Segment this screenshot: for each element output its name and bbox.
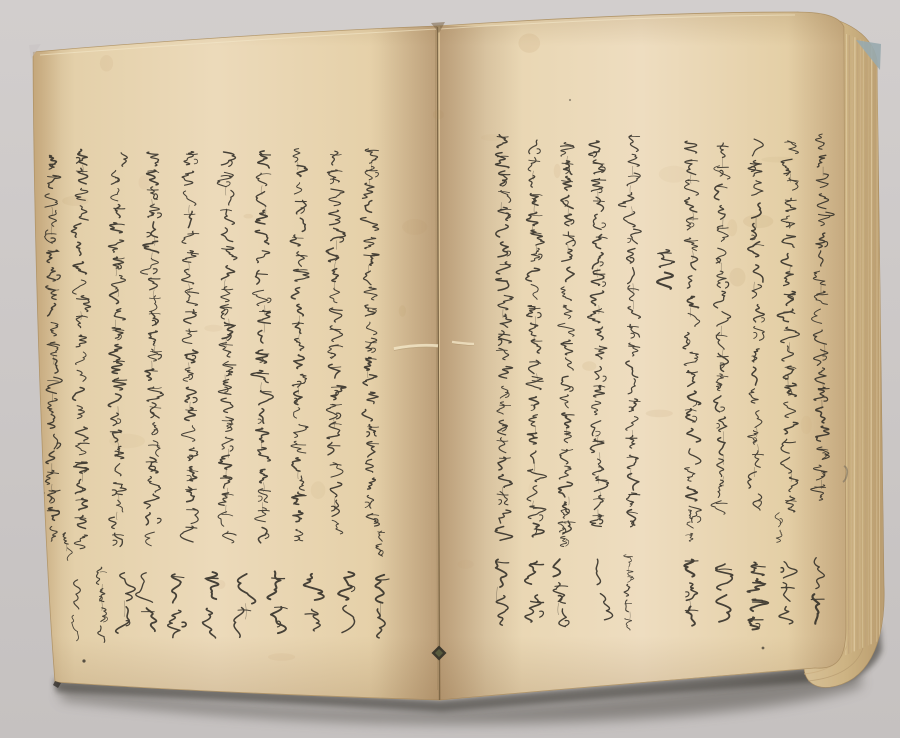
ink-dot bbox=[82, 659, 85, 662]
foxing-spot bbox=[458, 560, 474, 569]
ink-dot bbox=[569, 99, 571, 101]
foxing-spot bbox=[399, 305, 406, 316]
gutter-shade-right bbox=[440, 26, 522, 700]
foxing-spot bbox=[646, 410, 673, 418]
foxing-spot bbox=[109, 434, 145, 448]
foxing-spot bbox=[582, 361, 596, 371]
foxing-spot bbox=[311, 481, 326, 499]
foxing-spot bbox=[268, 653, 295, 661]
foxing-spot bbox=[139, 175, 151, 189]
foxing-spot bbox=[729, 268, 745, 287]
foxing-spot bbox=[554, 164, 561, 178]
foxing-spot bbox=[659, 166, 688, 183]
foxing-spot bbox=[519, 34, 541, 53]
foxing-spot bbox=[204, 325, 222, 332]
foxing-spot bbox=[801, 416, 812, 434]
gutter-shade-left bbox=[370, 26, 439, 700]
ink-dot bbox=[762, 647, 765, 650]
foxing-spot bbox=[62, 196, 88, 206]
foxing-spot bbox=[402, 219, 427, 235]
foxing-spot bbox=[244, 214, 254, 219]
foxing-spot bbox=[100, 55, 113, 71]
foxing-spot bbox=[433, 110, 444, 120]
